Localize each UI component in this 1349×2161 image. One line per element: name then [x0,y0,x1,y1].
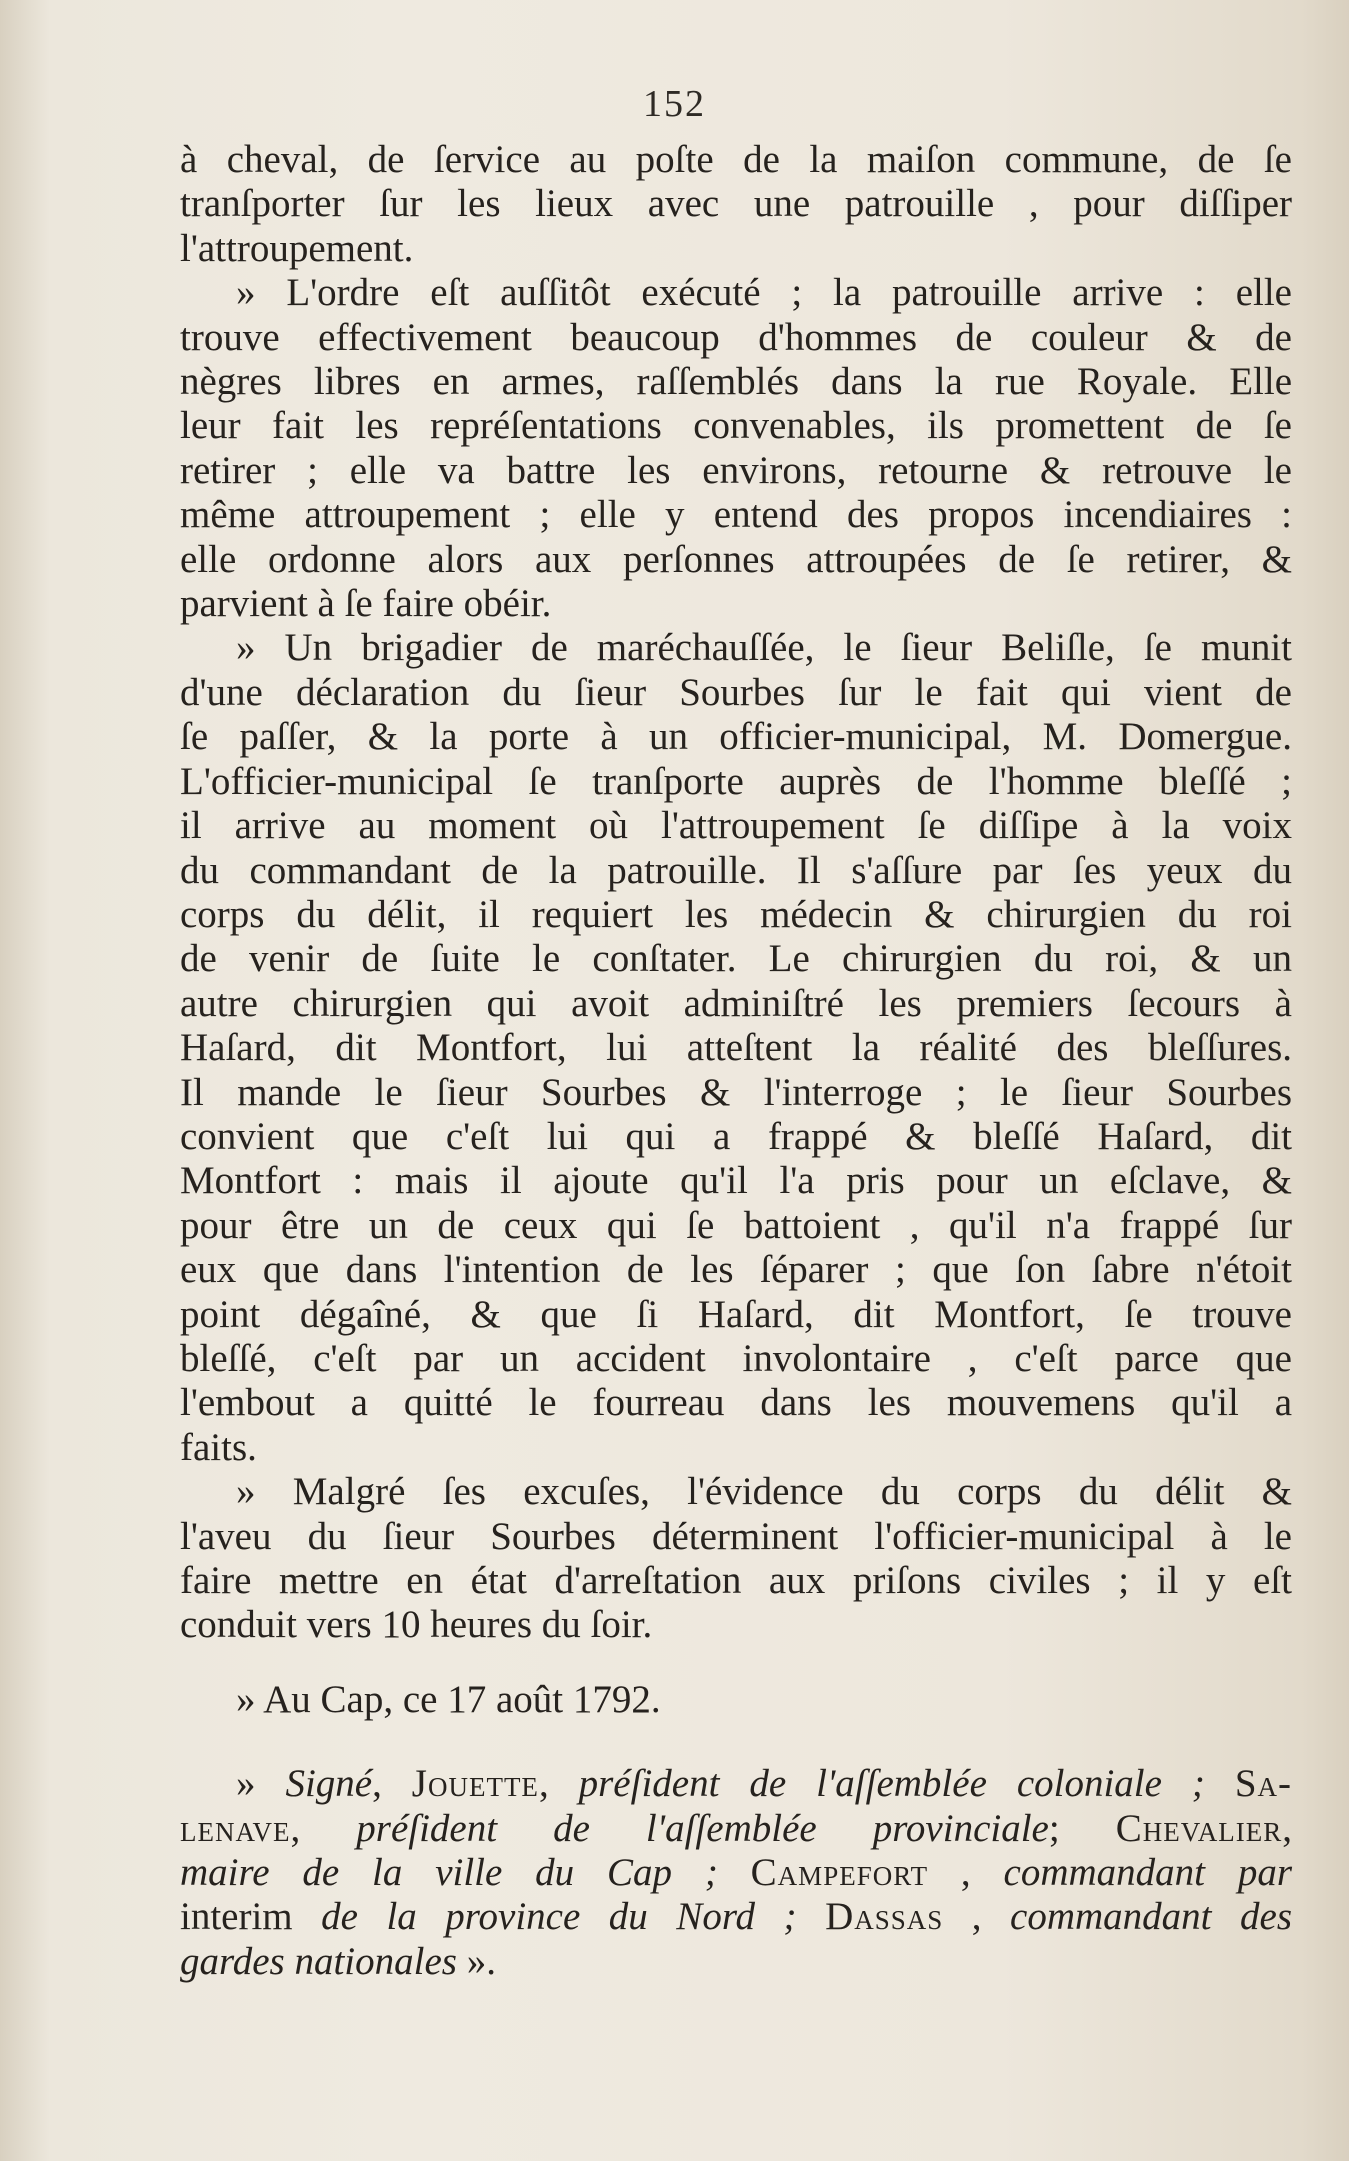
text-line: il arrive au moment où l'attroupement ſe diſſipe à la voix [180,804,1292,848]
text-line: corps du délit, il requiert les médecin & chirurgien du roi [180,892,1292,936]
body-text [180,138,1292,1984]
text-line: faits. [180,1425,257,1469]
separator [718,1851,751,1894]
text-line: Montfort : mais il ajoute qu'il l'a pris pour un eſclave, & [180,1159,1292,1203]
text-line: Haſard, dit Montfort, lui atteſtent la réalité des bleſſures. [180,1026,1292,1070]
separator: , [372,1762,412,1806]
signature-line [180,1807,1292,1851]
signature-block [180,1762,1292,1984]
dateline: » Au Cap, ce 17 août 1792. [236,1677,661,1721]
text-line: d'une déclaration du ſieur Sourbes ſur le fait qui vient de [180,670,1292,714]
separator [1205,1762,1235,1805]
signatory-name: Jouette [411,1762,539,1806]
paragraph [180,138,1292,271]
signatory-title: préſident de l'aſſemblée provinciale [356,1806,1049,1850]
text-line: L'officier-municipal ſe tranſporte auprès de l'homme bleſſé ; [180,759,1292,803]
closing-quote: ». [456,1939,496,1983]
spacer [180,1648,1292,1678]
text-line: » Malgré ſes excuſes, l'évidence du corps du délit & [236,1470,1292,1514]
text-line: bleſſé, c'eſt par un accident involontaire , c'eſt parce que [180,1336,1292,1380]
text-line: convient que c'eſt lui qui a frappé & bleſſé Haſard, dit [180,1114,1292,1158]
signature-line [180,1851,1292,1895]
text-line: tranſporter ſur les lieux avec une patrouille , pour diſſiper [180,182,1292,226]
text-line: elle ordonne alors aux perſonnes attroupées de ſe retirer, & [180,537,1292,581]
plain-word: interim [180,1895,293,1939]
separator [797,1895,826,1938]
text-line: leur fait les repréſentations convenables, ils promettent de ſe [180,404,1292,448]
signatory-title: commandant par [1003,1851,1293,1895]
text-line: faire mettre en état d'arreſtation aux priſons civiles ; il y eſt [180,1559,1292,1602]
signatory-name: Sa- [1234,1762,1292,1806]
text-line: point dégaîné, & que ſi Haſard, dit Montfort, ſe trouve [180,1292,1292,1336]
signature-line [180,1940,1292,1984]
paragraph [180,271,1292,626]
text-line: » L'ordre eſt auſſitôt exécuté ; la patrouille arrive : elle [236,271,1292,315]
signatory-title: gardes nationales [180,1939,457,1983]
text-line: trouve effectivement beaucoup d'hommes de couleur & de [180,315,1292,359]
text-line: l'aveu du ſieur Sourbes déterminent l'officier-municipal à le [180,1514,1292,1558]
spacer [180,1722,1292,1752]
text-line: même attroupement ; elle y entend des propos incendiaires : [180,493,1292,537]
signatory-title: commandant des [1010,1895,1293,1939]
text-line: l'attroupement. [180,226,414,270]
separator: , [928,1851,1004,1895]
text-line: retirer ; elle va battre les environs, retourne & retrouve le [180,448,1292,492]
text-line: l'embout a quitté le fourreau dans les mouvemens qu'il a [180,1381,1292,1425]
separator: ; [1048,1806,1116,1850]
signature-line [180,1895,1292,1939]
text-line: nègres libres en armes, raſſemblés dans la rue Royale. Elle [180,360,1292,404]
signatory-title: préſident de l'aſſemblée coloniale ; [578,1762,1205,1806]
page-number: 152 [643,83,706,125]
separator: , [290,1806,357,1850]
text-line: parvient à ſe faire obéir. [180,582,552,626]
text-line: conduit vers 10 heures du ſoir. [180,1603,653,1647]
text-line: à cheval, de ſervice au poſte de la maiſon commune, de ſe [180,138,1292,181]
text-line: du commandant de la patrouille. Il s'aſſure par ſes yeux du [180,848,1292,892]
signatory-title: de la province du Nord ; [292,1895,797,1939]
text-line: de venir de ſuite le conſtater. Le chirurgien du roi, & un [180,937,1292,981]
text-line: eux que dans l'intention de les ſéparer ; que ſon ſabre n'étoit [180,1248,1292,1292]
signatory-name: lenave [180,1806,291,1850]
paragraph [180,626,1292,1470]
text-line: Il mande le ſieur Sourbes & l'interroge ; le ſieur Sourbes [180,1070,1292,1114]
signe-word: Signé [285,1762,373,1806]
quote-mark: » [236,1762,286,1806]
text-line: » Un brigadier de maréchauſſée, le ſieur Beliſle, ſe munit [236,626,1292,670]
text-line: pour être un de ceux qui ſe battoient , qu'il n'a frappé ſur [180,1203,1292,1247]
text-line: ſe paſſer, & la porte à un officier-municipal, M. Domergue. [180,715,1292,759]
separator: , [943,1895,1011,1939]
separator: , [1282,1806,1292,1850]
signatory-title: maire de la ville du Cap ; [180,1851,718,1895]
signatory-name: Dassas [825,1895,944,1939]
signature-line [180,1762,1292,1806]
signatory-name: Campefort [750,1851,929,1895]
text-line: autre chirurgien qui avoit adminiſtré les premiers ſecours à [180,981,1292,1025]
separator: , [538,1762,579,1806]
paragraph [180,1470,1292,1648]
signatory-name: Chevalier [1115,1806,1283,1850]
